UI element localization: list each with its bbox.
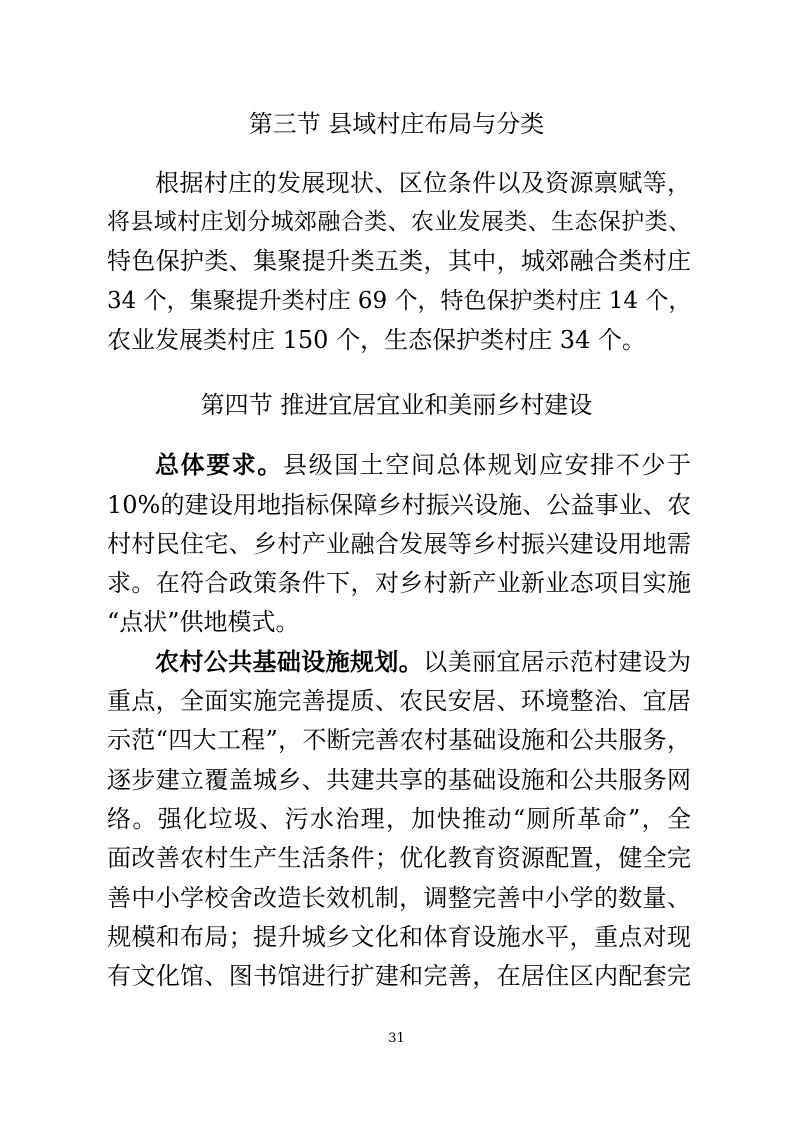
para-1-line-5: “点状”供地模式。 <box>107 608 300 636</box>
para-2-line-5: 络。强化垃圾、污水治理，加快推动“厕所革命”，全 <box>107 805 691 833</box>
section-3-line-3: 特色保护类、集聚提升类五类，其中，城郊融合类村庄 <box>107 247 691 275</box>
section-3-heading: 第三节 县域村庄布局与分类 <box>248 110 545 138</box>
para-1-line-4: 求。在符合政策条件下，对乡村新产业新业态项目实施 <box>107 569 691 597</box>
section-3-line-4: 34 个，集聚提升类村庄 69 个，特色保护类村庄 14 个， <box>107 288 692 314</box>
para-2-line-7: 善中小学校舍改造长效机制，调整完善中小学的数量、 <box>107 884 691 912</box>
section-4-heading: 第四节 推进宜居宜业和美丽乡村建设 <box>200 391 593 419</box>
para-2-line-2: 重点，全面实施完善提质、农民安居、环境整治、宜居 <box>107 687 691 715</box>
para-2-line-3: 示范“四大工程”，不断完善农村基础设施和公共服务， <box>107 726 691 754</box>
page-number: 31 <box>388 1031 405 1046</box>
section-3-line-1: 根据村庄的发展现状、区位条件以及资源禀赋等， <box>155 169 691 197</box>
para-2-line-6: 面改善农村生产生活条件；优化教育资源配置，健全完 <box>107 844 691 872</box>
para-2-line-4: 逐步建立覆盖城乡、共建共享的基础设施和公共服务网 <box>107 766 691 794</box>
para-1-lead: 总体要求。 <box>155 451 283 479</box>
para-2-line-1 <box>155 646 691 678</box>
para-1-line-2: 10%的建设用地指标保障乡村振兴设施、公益事业、农 <box>107 491 691 519</box>
section-3-line-2: 将县域村庄划分城郊融合类、农业发展类、生态保护类、 <box>107 209 691 235</box>
para-1-line-1 <box>155 449 691 481</box>
para-2-first-line-rest: 以美丽宜居示范村建设为 <box>423 648 692 676</box>
para-2-line-9: 有文化馆、图书馆进行扩建和完善，在居住区内配套完 <box>107 962 691 990</box>
para-2-line-8: 规模和布局；提升城乡文化和体育设施水平，重点对现 <box>107 923 691 951</box>
para-1-first-line-rest: 县级国土空间总体规划应安排不少于 <box>283 451 691 479</box>
section-3-line-5: 农业发展类村庄 150 个，生态保护类村庄 34 个。 <box>107 326 646 354</box>
para-1-line-3: 村村民住宅、乡村产业融合发展等乡村振兴建设用地需 <box>107 530 691 558</box>
para-2-lead: 农村公共基础设施规划。 <box>155 648 424 676</box>
